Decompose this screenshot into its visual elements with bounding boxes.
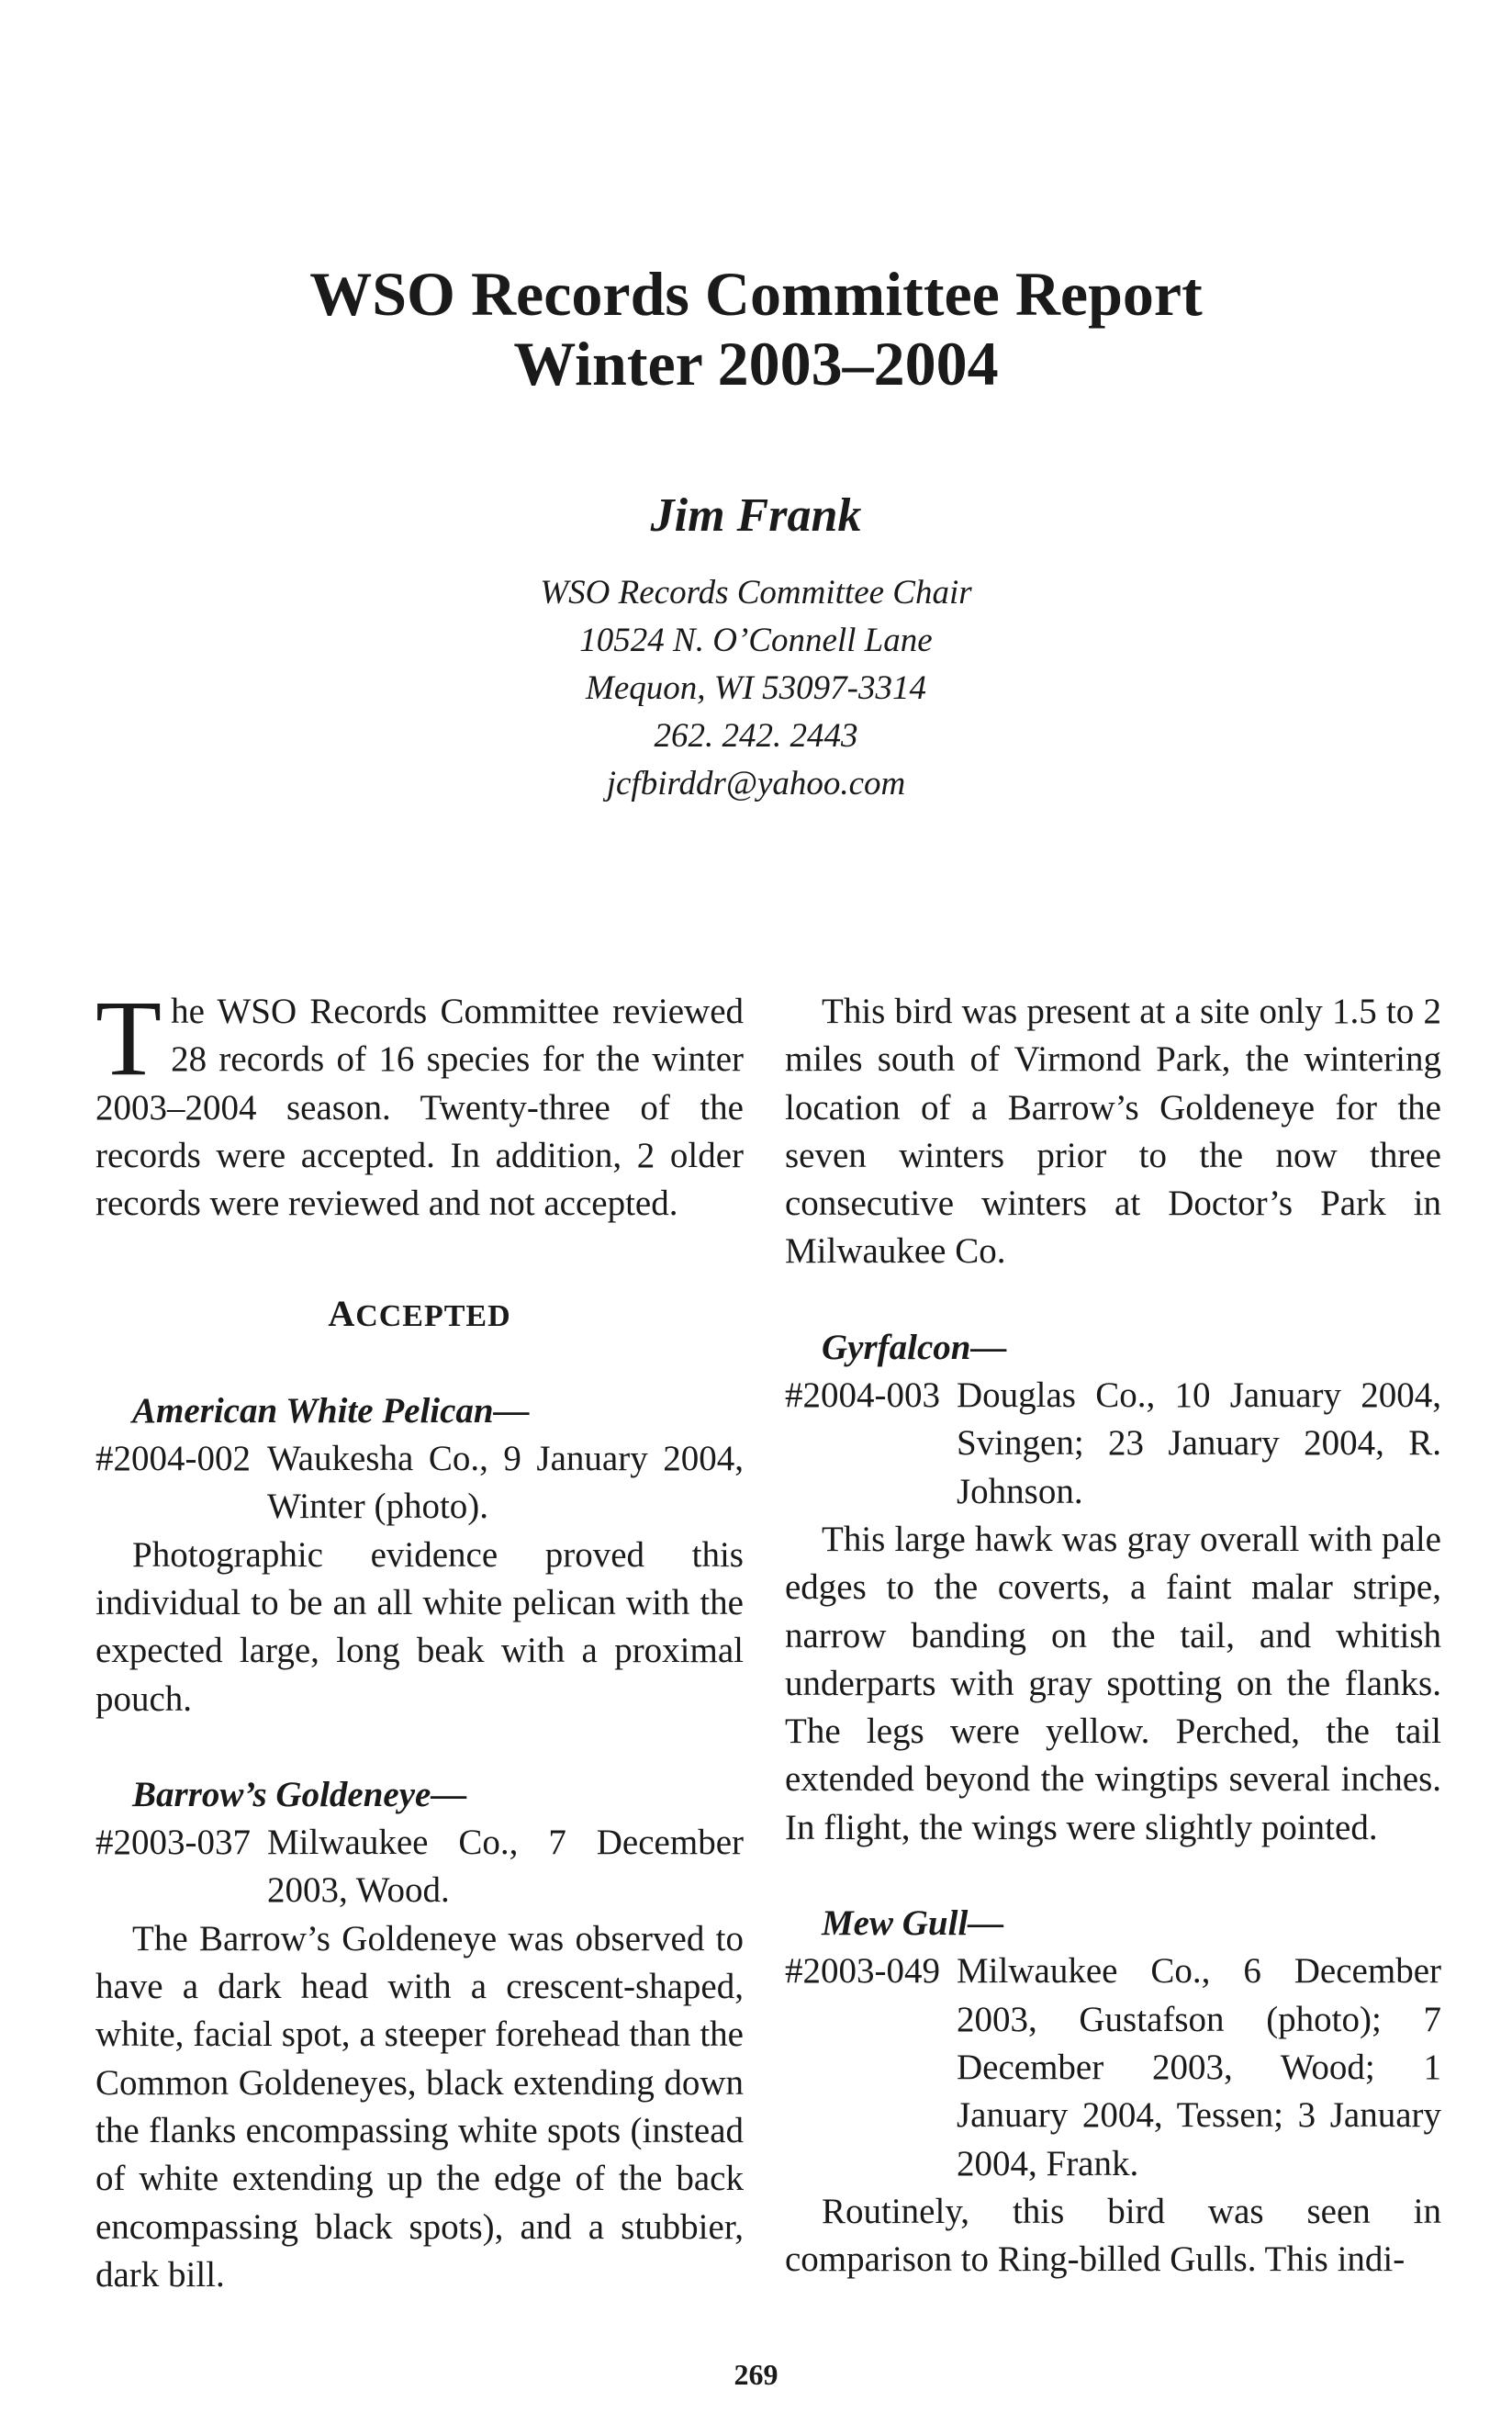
- description-goldeneye: The Barrow’s Goldeneye was observed to have a dark head with a crescent-shaped, white, facial spot, a steeper forehead than the Common Goldeneyes, black extending down the flanks encompassing white spots (instead of white extending up the edge of the back encompassing black spots), and a stubbier, dark bill.: [95, 1918, 744, 2295]
- record-number: #2004-002: [95, 1439, 251, 1479]
- record-number: #2003-037: [95, 1823, 251, 1863]
- species-heading-mew-gull: Mew Gull—: [822, 1903, 1004, 1944]
- author-affiliation-block: [0, 569, 1512, 808]
- left-column: [95, 978, 744, 2299]
- record-details: Douglas Co., 10 January 2004, Svingen; 23 January 2004, R. Johnson.: [957, 1375, 1441, 1511]
- section-heading-accepted: [95, 1290, 744, 1341]
- description-gyrfalcon: This large hawk was gray overall with pale edges to the coverts, a faint malar stripe, narrow banding on the tail, and whitish underparts with gray spotting on the flanks. The legs were yellow. Perched, the tail extended beyond the wingtips several inches. In flight, the wings were slightly pointed.: [785, 1519, 1441, 1847]
- title-line-1: WSO Records Committee Report: [309, 259, 1203, 329]
- record-details: Milwaukee Co., 6 December 2003, Gustafson (photo); 7 December 2003, Wood; 1 January 2004, Tessen; 3 January 2004, Frank.: [957, 1951, 1441, 2183]
- affiliation: WSO Records Committee Chair: [540, 574, 972, 612]
- record-pelican: [95, 1435, 744, 1532]
- record-number: #2003-049: [785, 1951, 940, 1992]
- species-heading-goldeneye: Barrow’s Goldeneye—: [132, 1774, 467, 1814]
- species-heading-pelican: American White Pelican—: [132, 1390, 530, 1431]
- description-goldeneye-continued: This bird was present at a site only 1.5 to 2 miles south of Virmond Park, the wintering location of a Barrow’s Goldeneye for the seven winters prior to the now three consecutive winters at Doctor’s Park in Milwaukee Co.: [785, 992, 1441, 1272]
- record-mew-gull: [785, 1947, 1441, 2187]
- drop-cap: T: [95, 978, 162, 1098]
- address-line-2: Mequon, WI 53097-3314: [586, 669, 926, 707]
- record-details: Milwaukee Co., 7 December 2003, Wood.: [267, 1823, 744, 1911]
- description-mew-gull: Routinely, this bird was seen in comparison to Ring-billed Gulls. This indi-: [785, 2191, 1441, 2280]
- title-line-2: Winter 2003–2004: [513, 329, 999, 398]
- author-name: Jim Frank: [650, 489, 862, 542]
- report-title: [0, 259, 1512, 398]
- record-details: Waukesha Co., 9 January 2004, Winter (photo).: [267, 1439, 744, 1527]
- record-gyrfalcon: [785, 1372, 1441, 1516]
- email-address: jcfbirddr@yahoo.com: [606, 765, 906, 802]
- record-number: #2004-003: [785, 1375, 940, 1416]
- species-heading-gyrfalcon: Gyrfalcon—: [822, 1327, 1007, 1367]
- address-line-1: 10524 N. O’Connell Lane: [579, 622, 933, 659]
- page-number: 269: [734, 2358, 778, 2391]
- right-column: [785, 988, 1441, 2284]
- record-goldeneye: [95, 1819, 744, 1915]
- intro-text: he WSO Records Committee reviewed 28 records of 16 species for the winter 2003–2004 season. Twenty-three of the records were accepted. In addition, 2 older records were reviewed and not accepted.: [95, 992, 744, 1224]
- description-pelican: Photographic evidence proved this individual to be an all white pelican with the expected large, long beak with a proximal pouch.: [95, 1534, 744, 1719]
- section-heading-rest: CCEPTED: [355, 1299, 511, 1334]
- intro-paragraph: [95, 978, 744, 1228]
- section-heading-initial: A: [328, 1293, 356, 1335]
- phone-number: 262. 242. 2443: [654, 717, 858, 755]
